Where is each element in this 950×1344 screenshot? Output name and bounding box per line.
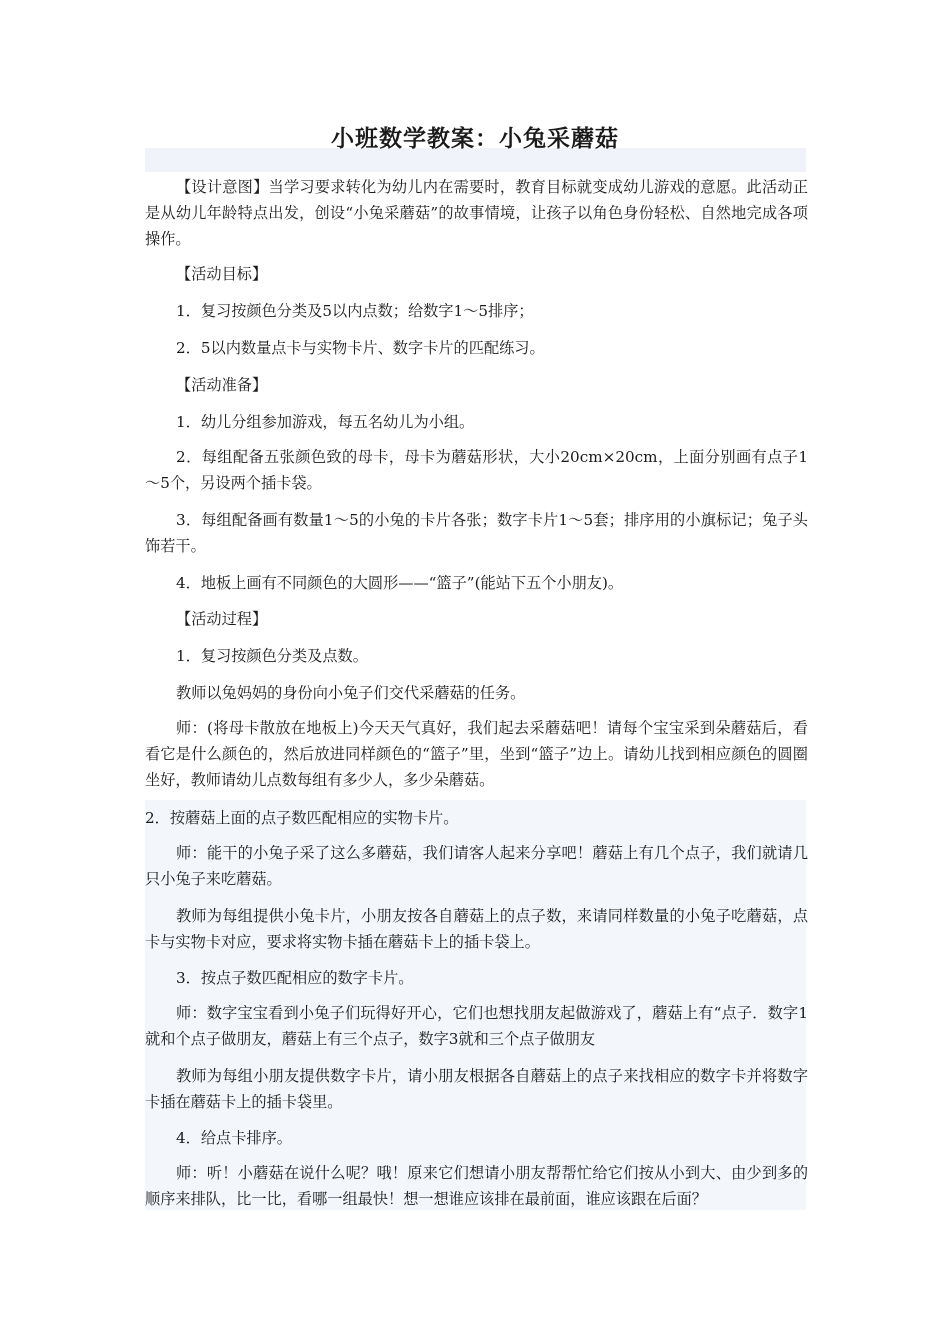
paragraph-step-2: 2．按蘑菇上面的点子数匹配相应的实物卡片。: [145, 809, 459, 827]
paragraph-step-3-desc: 教师为每组小朋友提供数字卡片，请小朋友根据各自蘑菇上的点子来找相应的数字卡并将数字卡插在蘑菇卡上的插卡袋里。: [145, 1067, 808, 1111]
paragraph-prep-3: 3．每组配备画有数量1～5的小兔的卡片各张；数字卡片1～5套；排序用的小旗标记；兔子头饰若干。: [145, 511, 808, 555]
paragraph-step-3-teacher: 师：数字宝宝看到小兔子们玩得好开心，它们也想找朋友起做游戏了，蘑菇上有“点子．数字1就和个点子做朋友，蘑菇上有三个点子，数字3就和三个点子做朋友: [145, 1004, 808, 1048]
paragraph-goal-2: 2．5以内数量点卡与实物卡片、数字卡片的匹配练习。: [176, 339, 545, 357]
heading-process: 【活动过程】: [176, 610, 268, 628]
paragraph-step-1: 1．复习按颜色分类及点数。: [176, 647, 368, 665]
paragraph-step-4: 4．给点卡排序。: [176, 1129, 292, 1147]
paragraph-step-2-teacher: 师：能干的小兔子采了这么多蘑菇，我们请客人起来分享吧！蘑菇上有几个点子，我们就请几只小兔子来吃蘑菇。: [145, 844, 808, 888]
paragraph-step-4-teacher: 师：听！小蘑菇在说什么呢？哦！原来它们想请小朋友帮帮忙给它们按从小到大、由少到多的顺序来排队，比一比，看哪一组最快！想一想谁应该排在最前面，谁应该跟在后面？: [145, 1164, 808, 1208]
paragraph-step-2-desc: 教师为每组提供小兔卡片，小朋友按各自蘑菇上的点子数，来请同样数量的小兔子吃蘑菇，点卡与实物卡对应，要求将实物卡插在蘑菇卡上的插卡袋上。: [145, 907, 808, 951]
heading-preparation: 【活动准备】: [176, 376, 268, 394]
paragraph-prep-4: 4．地板上画有不同颜色的大圆形——“篮子”(能站下五个小朋友)。: [176, 574, 624, 592]
paragraph-step-1-teacher: 师：(将母卡散放在地板上)今天天气真好，我们起去采蘑菇吧！请每个宝宝采到朵蘑菇后，看看它是什么颜色的，然后放进同样颜色的“篮子”里，坐到“篮子”边上。请幼儿找到相应颜色的圆圈坐好，教师请幼儿点数每组有多少人，多少朵蘑菇。: [145, 719, 808, 789]
paragraph-step-3: 3．按点子数匹配相应的数字卡片。: [176, 969, 414, 987]
paragraph-design-intent: 【设计意图】当学习要求转化为幼儿内在需要时，教育目标就变成幼儿游戏的意愿。此活动正是从幼儿年龄特点出发，创设“小兔采蘑菇”的故事情境，让孩子以角色身份轻松、自然地完成各项操作。: [145, 178, 808, 248]
heading-goals: 【活动目标】: [176, 265, 268, 283]
page-title: 小班数学教案：小兔采蘑菇: [331, 125, 619, 152]
paragraph-prep-2: 2．每组配备五张颜色致的母卡，母卡为蘑菇形状，大小20cm×20cm，上面分别画有点子1～5个，另设两个插卡袋。: [145, 448, 808, 492]
paragraph-prep-1: 1．幼儿分组参加游戏，每五名幼儿为小组。: [176, 413, 475, 431]
paragraph-goal-1: 1．复习按颜色分类及5以内点数；给数字1～5排序；: [176, 302, 534, 320]
paragraph-step-1-desc: 教师以兔妈妈的身份向小兔子们交代采蘑菇的任务。: [176, 684, 526, 702]
